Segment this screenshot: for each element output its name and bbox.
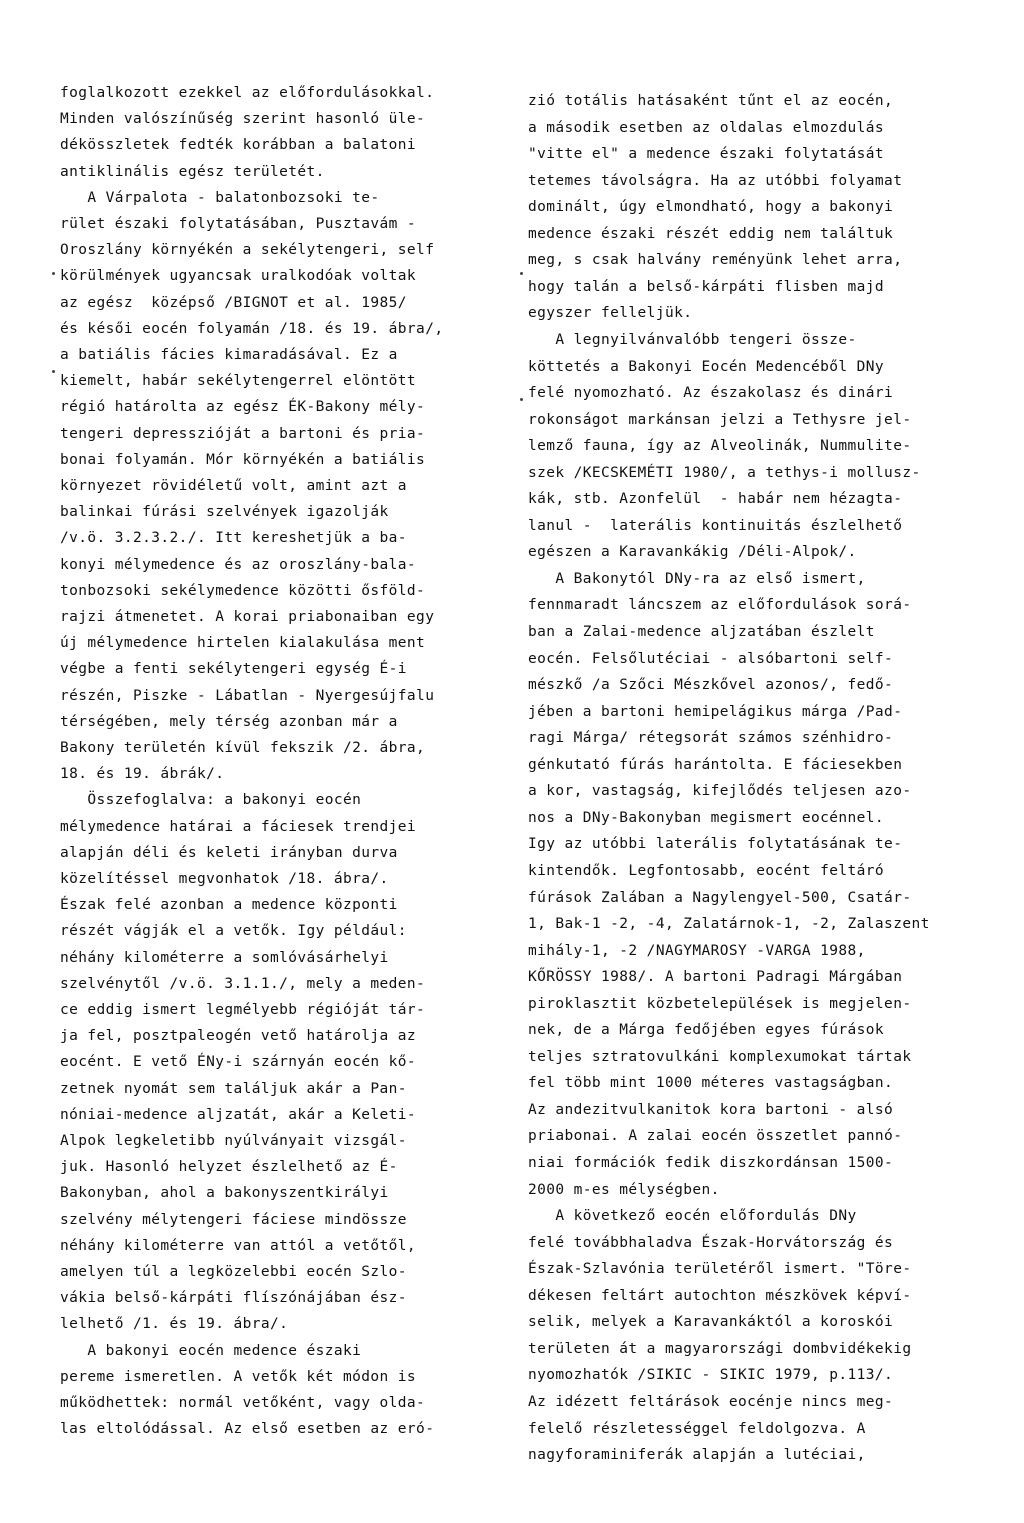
text-line: lemző fauna, így az Alveolinák, Nummulite-	[528, 438, 912, 455]
text-line: bonai folyamán. Mór környékén a batiális	[60, 451, 426, 468]
text-line: környezet rövidéletű volt, amint azt a	[60, 478, 407, 494]
text-line: balinkai fúrási szelvények igazolják	[60, 504, 389, 521]
text-line: rület északi folytatásában, Pusztavám -	[60, 216, 417, 232]
text-line: lelhető /1. és 19. ábra/.	[60, 1316, 289, 1333]
text-line: térségében, mely térség azonban már a	[60, 713, 398, 730]
text-line: A következő eocén előfordulás DNy	[528, 1208, 857, 1225]
text-line: a második esetben az oldalas elmozdulás	[528, 119, 885, 136]
text-line: A Várpalota - balatonbozsoki te-	[60, 189, 380, 206]
text-line: fúrások Zalában a Nagylengyel-500, Csatár-	[528, 889, 912, 906]
text-line: ragi Márga/ rétegsorát számos szénhidro-	[528, 730, 894, 747]
text-line: szelvénytől /v.ö. 3.1.1./, mely a meden-	[60, 975, 426, 992]
text-line: a kor, vastagság, kifejlődés teljesen azo-	[528, 783, 912, 800]
text-line: A Bakonytól DNy-ra az első ismert,	[528, 570, 866, 587]
text-line: teljes sztratovulkáni komplexumokat tártak	[528, 1048, 912, 1065]
text-line: hogy talán a belső-kárpáti flisben majd	[528, 278, 885, 295]
text-line: meg, s csak halvány reményünk lehet arra,	[528, 252, 903, 269]
text-line: génkutató fúrás harántolta. E fáciesekben	[528, 756, 903, 773]
text-line: ce eddig ismert legmélyebb régióját tár-	[60, 1002, 426, 1018]
text-line: ja fel, posztpaleogén vető határolja az	[60, 1028, 417, 1045]
text-line: nyomozhatók /SIKIC - SIKIC 1979, p.113/.	[528, 1367, 894, 1384]
text-line: részét vágják el a vetők. Igy például:	[60, 923, 407, 940]
text-line: működhettek: normál vetőként, vagy olda-	[60, 1395, 426, 1411]
text-line: eocén. Felsőlutéciai - alsóbartoni self-	[528, 650, 894, 667]
text-line: területen át a magyarországi dombvidékekig	[528, 1340, 912, 1357]
text-line: szelvény mélytengeri fáciese mindössze	[60, 1211, 407, 1228]
text-line: és késői eocén folyamán /18. és 19. ábra/,	[60, 320, 444, 337]
text-line: A bakonyi eocén medence északi	[60, 1342, 362, 1359]
text-line: zetnek nyomát sem találjuk akár a Pan-	[60, 1080, 407, 1097]
text-line: fel több mint 1000 méteres vastagságban.	[528, 1075, 894, 1092]
text-line: antiklinális egész területét.	[60, 163, 325, 180]
text-line: priabonai. A zalai eocén összetlet pannó-	[528, 1128, 903, 1145]
text-line: részén, Piszke - Lábatlan - Nyergesújfalu	[60, 687, 435, 704]
text-line: mészkő /a Szőci Mészkővel azonos/, fedő-	[528, 677, 894, 694]
scan-speck	[52, 272, 55, 275]
text-line: niai formációk fedik diszkordánsan 1500-	[528, 1155, 894, 1171]
text-line: Észak-Szlavónia területéről ismert. "Töre-	[528, 1261, 912, 1278]
text-line: 1, Bak-1 -2, -4, Zalatárnok-1, -2, Zalaszent	[528, 916, 930, 933]
text-line: rokonságot markánsan jelzi a Tethysre jel-	[528, 411, 912, 428]
text-line: las eltolódással. Az első esetben az eró-	[60, 1421, 435, 1438]
text-line: dékösszletek fedték korábban a balatoni	[60, 137, 417, 154]
text-line: vákia belső-kárpáti flíszónájában ész-	[60, 1290, 407, 1307]
text-line: Az andezitvulkanitok kora bartoni - alsó	[528, 1101, 894, 1118]
text-line: nek, de a Márga fedőjében egyes fúrások	[528, 1022, 885, 1039]
scan-speck	[520, 272, 523, 275]
text-line: egyszer felleljük.	[528, 305, 693, 322]
text-line: végbe a fenti sekélytengeri egység É-i	[60, 661, 407, 678]
text-line: lanul - laterális kontinuitás észlelhető	[528, 517, 903, 534]
text-line: körülmények ugyancsak uralkodóak voltak	[60, 268, 417, 285]
text-line: juk. Hasonló helyzet észlelhető az É-	[60, 1159, 398, 1176]
text-line: KŐRÖSSY 1988/. A bartoni Padragi Márgában	[528, 969, 903, 986]
text-line: Oroszlány környékén a sekélytengeri, self	[60, 242, 435, 259]
text-line: felé továbbhaladva Észak-Horvátország és	[528, 1234, 894, 1251]
text-line: dominált, úgy elmondható, hogy a bakonyi	[528, 199, 894, 216]
text-line: zió totális hatásaként tűnt el az eocén,	[528, 93, 894, 109]
text-line: nagyforaminiferák alapján a lutéciai,	[528, 1447, 866, 1464]
text-line: tetemes távolságra. Ha az utóbbi folyamat	[528, 172, 903, 189]
text-line: tonbozsoki sekélymedence közötti ősföld-	[60, 582, 426, 599]
text-line: a batiális fácies kimaradásával. Ez a	[60, 347, 398, 363]
text-line: pereme ismeretlen. A vetők két módon is	[60, 1368, 417, 1385]
text-line: jében a bartoni hemipelágikus márga /Pad-	[528, 703, 903, 720]
text-line: 18. és 19. ábrák/.	[60, 766, 225, 783]
text-line: foglalkozott ezekkel az előfordulásokkal.	[60, 85, 435, 101]
text-line: alapján déli és keleti irányban durva	[60, 844, 398, 861]
text-line: mihály-1, -2 /NAGYMAROSY -VARGA 1988,	[528, 942, 866, 959]
text-line: köttetés a Bakonyi Eocén Medencéből DNy	[528, 358, 885, 375]
text-line: kintendők. Legfontosabb, eocént feltáró	[528, 862, 885, 879]
text-line: néhány kilométerre a somlóvásárhelyi	[60, 949, 389, 966]
text-line: Bakony területén kívül fekszik /2. ábra,	[60, 740, 426, 756]
text-line: Bakonyban, ahol a bakonyszentkirályi	[60, 1185, 389, 1202]
text-line: az egész középső /BIGNOT et al. 1985/	[60, 294, 407, 311]
text-line: mélymedence határai a fáciesek trendjei	[60, 818, 417, 835]
text-line: A legnyilvánvalóbb tengeri össze-	[528, 331, 857, 348]
text-line: nos a DNy-Bakonyban megismert eocénnel.	[528, 809, 885, 826]
text-line: egészen a Karavankákig /Déli-Alpok/.	[528, 544, 857, 561]
text-line: régió határolta az egész ÉK-Bakony mély-	[60, 399, 426, 416]
text-line: Alpok legkeletibb nyúlványait vizsgál-	[60, 1133, 407, 1149]
scan-speck	[52, 370, 55, 373]
text-line: medence északi részét eddig nem találtuk	[528, 225, 894, 242]
text-line: kák, stb. Azonfelül - habár nem hézagta-	[528, 491, 903, 508]
text-line: fennmaradt láncszem az előfordulások sorá-	[528, 597, 912, 614]
text-line: selik, melyek a Karavankáktól a koroskói	[528, 1314, 894, 1331]
text-line: felé nyomozható. Az északolasz és dinári	[528, 385, 894, 402]
text-line: Igy az utóbbi laterális folytatásának te-	[528, 836, 903, 853]
text-line: piroklasztit közbetelepülések is megjelen-	[528, 995, 912, 1012]
text-line: dékesen feltárt autochton mészkövek képví-	[528, 1287, 912, 1304]
text-line: "vitte el" a medence északi folytatását	[528, 146, 885, 163]
text-line: 2000 m-es mélységben.	[528, 1181, 720, 1198]
text-line: kiemelt, habár sekélytengerrel elöntött	[60, 373, 417, 390]
text-line: néhány kilométerre van attól a vetőtől,	[60, 1237, 417, 1254]
text-line: szek /KECSKEMÉTI 1980/, a tethys-i mollusz-	[528, 464, 921, 481]
text-line: konyi mélymedence és az oroszlány-bala-	[60, 556, 417, 573]
text-line: Észak felé azonban a medence központi	[60, 897, 398, 914]
text-line: ban a Zalai-medence aljzatában észlelt	[528, 624, 875, 640]
text-line: amelyen túl a legközelebbi eocén Szlo-	[60, 1264, 407, 1280]
text-line: új mélymedence hirtelen kialakulása ment	[60, 635, 426, 652]
scan-speck	[520, 398, 523, 401]
text-line: Az idézett feltárások eocénje nincs meg-	[528, 1393, 894, 1410]
text-line: közelítéssel megvonhatok /18. ábra/.	[60, 871, 389, 887]
text-line: Minden valószínűség szerint hasonló üle-	[60, 111, 426, 128]
text-line: tengeri depresszióját a bartoni és pria-	[60, 425, 426, 442]
text-line: /v.ö. 3.2.3.2./. Itt kereshetjük a ba-	[60, 530, 407, 547]
text-line: eocént. E vető ÉNy-i szárnyán eocén kő-	[60, 1054, 417, 1071]
text-line: rajzi átmenetet. A korai priabonaiban egy	[60, 609, 435, 625]
text-line: Összefoglalva: a bakonyi eocén	[60, 792, 362, 809]
text-line: felelő részletességgel feldolgozva. A	[528, 1420, 866, 1437]
text-line: nóniai-medence aljzatát, akár a Keleti-	[60, 1106, 417, 1123]
